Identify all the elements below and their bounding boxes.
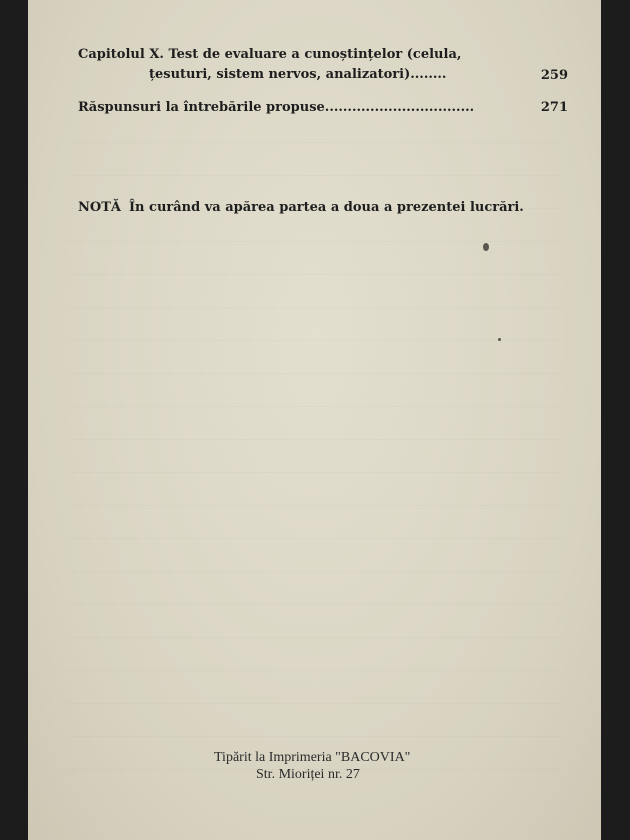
note [78, 198, 524, 218]
imprint-line2: Str. Mioriței nr. 27 [256, 767, 360, 782]
toc-entry-chapter-10 [78, 45, 568, 85]
printer-imprint [214, 749, 410, 783]
paper-speck [483, 243, 489, 251]
toc-entry-title-line2: țesuturi, sistem nervos, analizatori)........ [149, 67, 447, 82]
left-page-edge [0, 0, 28, 840]
toc-entry-page-number: 271 [540, 100, 568, 115]
paper-speck [498, 338, 501, 341]
toc-entry-title-line1: Capitolul X. Test de evaluare a cunoștințelor (celula, [78, 47, 462, 62]
note-text: În curând va apărea partea a doua a prezentei lucrări. [128, 200, 524, 215]
note-label: NOTĂ [78, 200, 121, 215]
imprint-line1: Tipărit la Imprimeria "BACOVIA" [214, 750, 411, 765]
toc-entry-page-number: 259 [540, 68, 568, 83]
toc-entry-answers [78, 98, 568, 118]
book-page [28, 0, 601, 840]
right-page-edge [601, 0, 630, 840]
toc-entry-title: Răspunsuri la întrebările propuse................................. [78, 100, 475, 115]
